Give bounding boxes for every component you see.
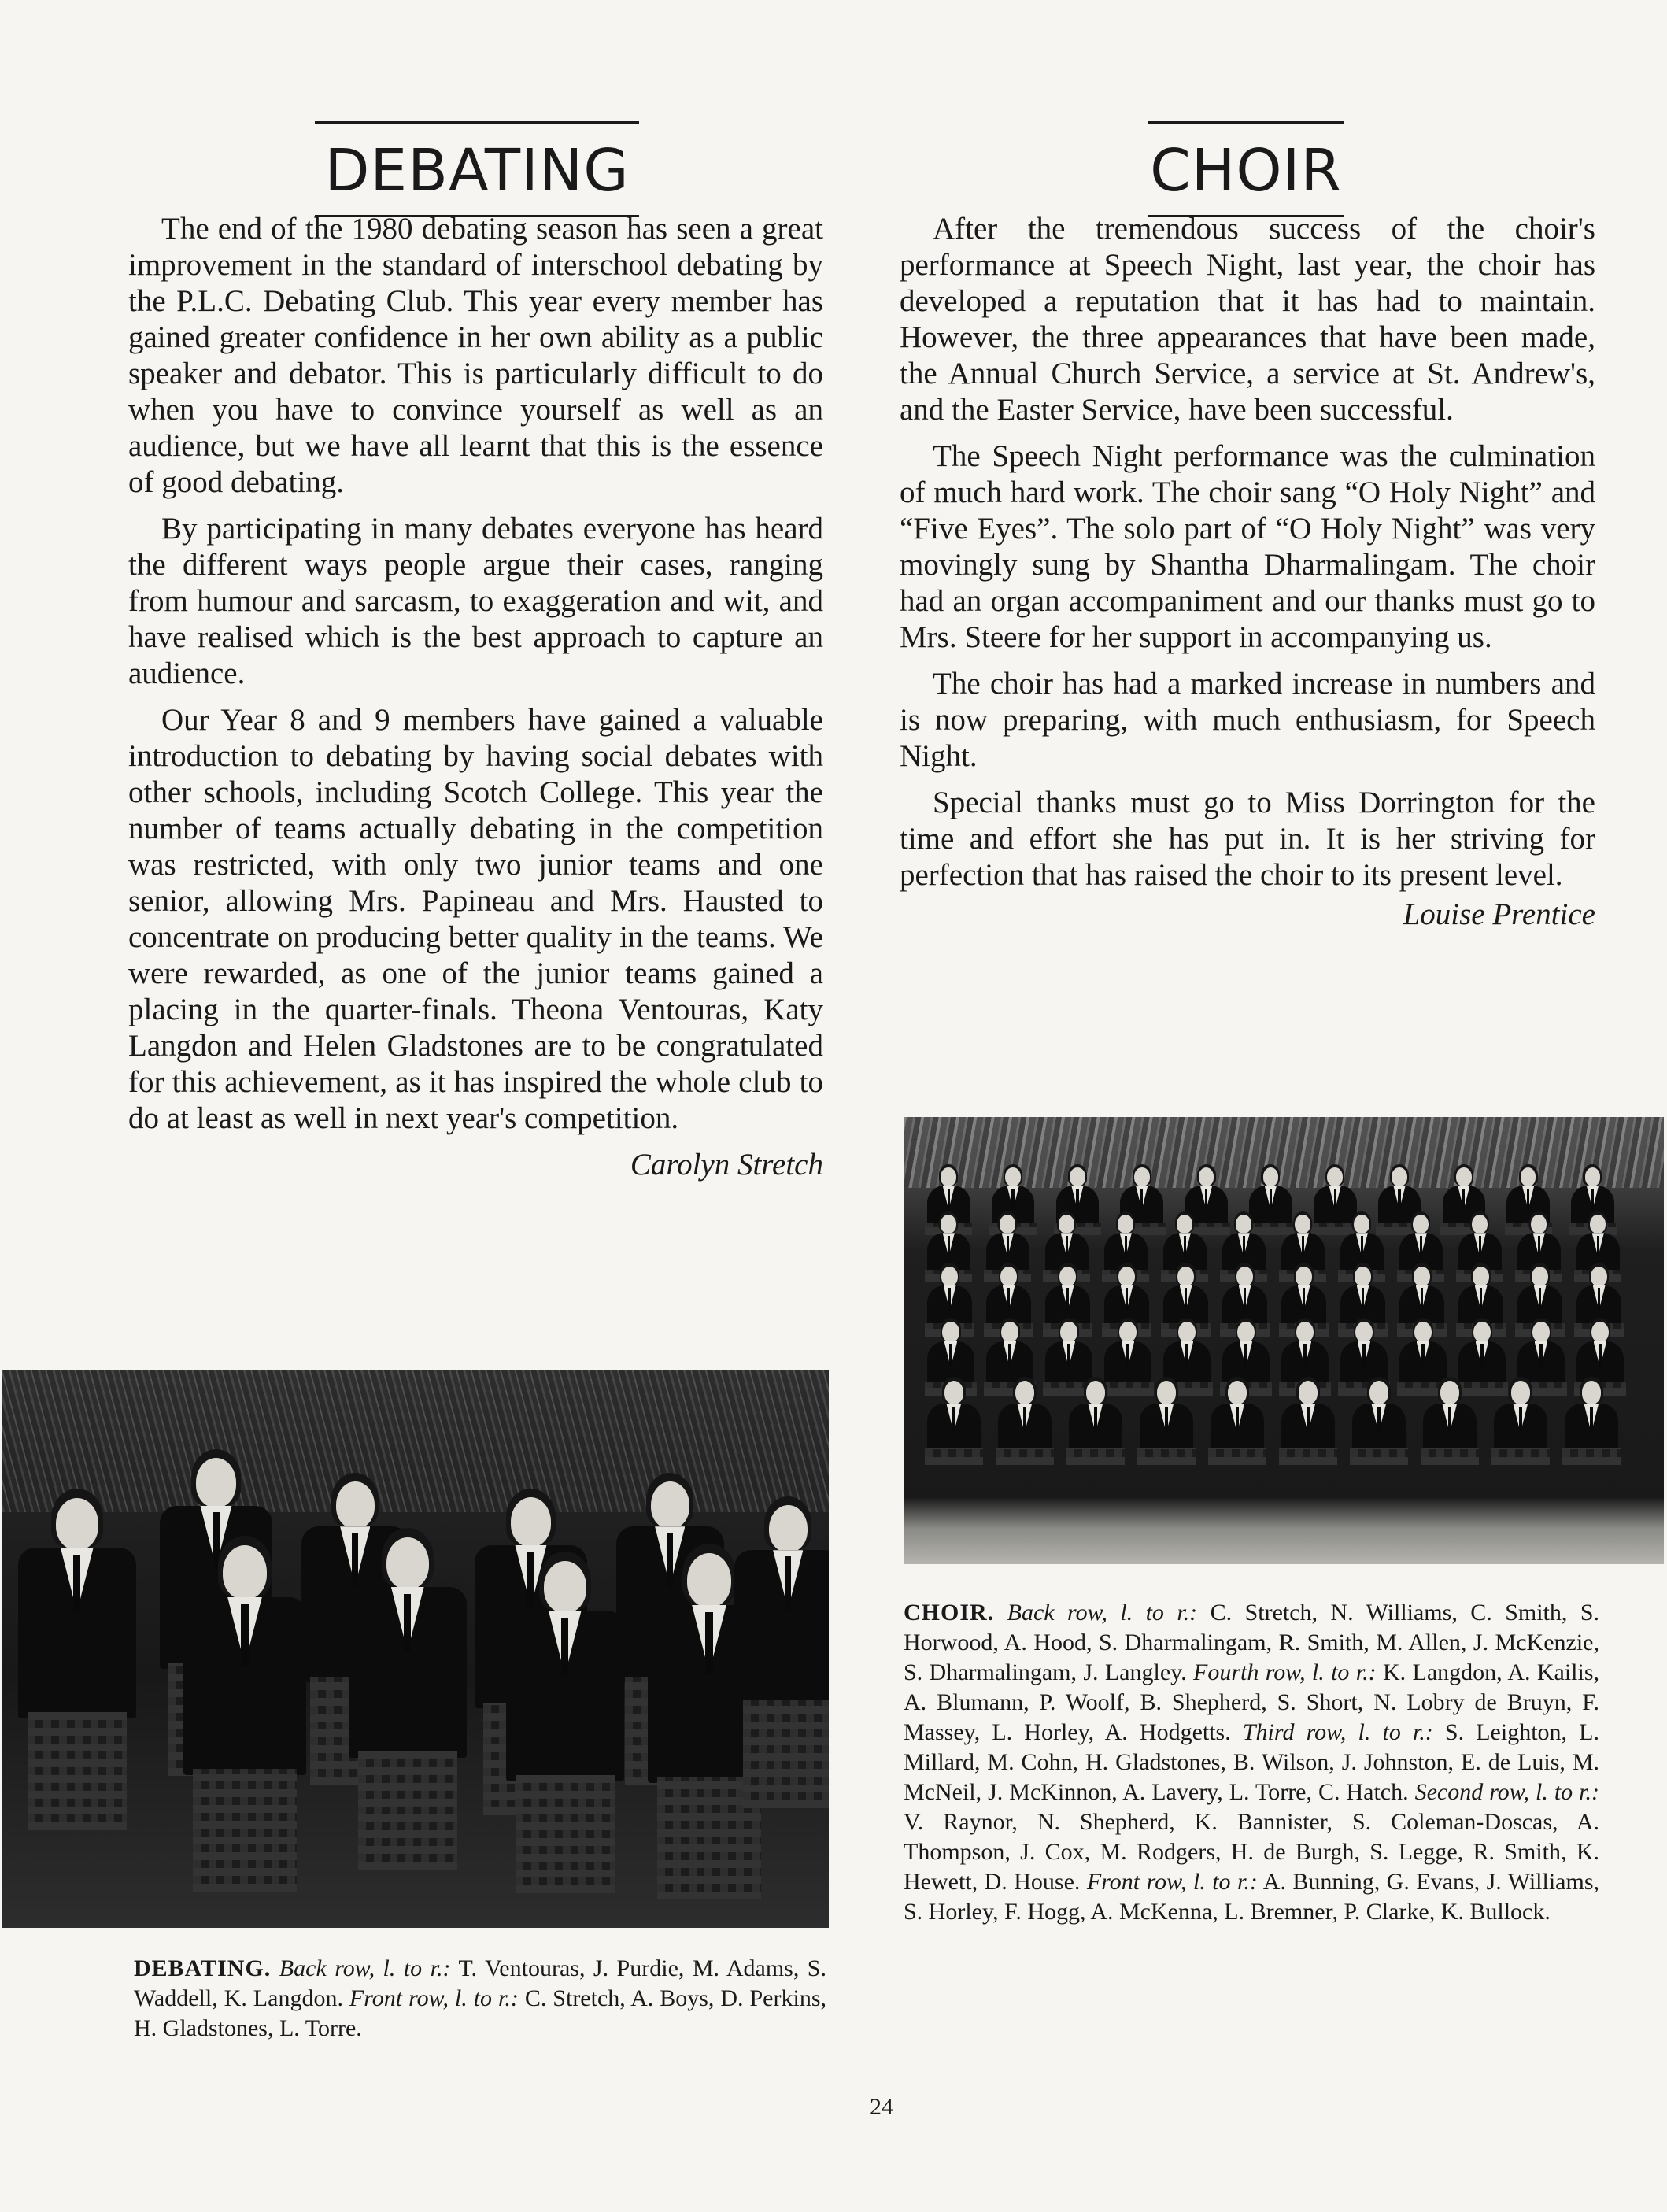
debating-paragraph-1: The end of the 1980 debating season has seen a great improvement in the standard of interschool debating by the P.L.C. Debating Club. This year every member has gained greater confidence in her own ability as a public speaker and debator. This is particularly difficult to do when you have to convince yourself as well as an audience, but we have all learnt that this is the essence of good debating.	[128, 212, 823, 499]
caption-row-names: C. Stretch, A. Boys, D. Perkins, H. Gladstones, L. Torre.	[134, 1985, 826, 2041]
caption-row-names: T. Ventouras, J. Purdie, M. Adams, S. Waddell, K. Langdon.	[134, 1955, 826, 2011]
caption-row-heading: Fourth row, l. to r.:	[1193, 1659, 1377, 1685]
caption-row-heading: Third row, l. to r.:	[1242, 1719, 1433, 1745]
caption-row-names: A. Bunning, G. Evans, J. Williams, S. Horley, F. Hogg, A. McKenna, L. Bremner, P. Clarke, K. Bullock.	[904, 1869, 1600, 1925]
debating-photo-caption	[134, 1954, 826, 2044]
caption-row-names: K. Langdon, A. Kailis, A. Blumann, P. Woolf, B. Shepherd, S. Short, N. Lobry de Bruyn, F. Massey, L. Horley, A. Hodgetts.	[904, 1659, 1599, 1745]
debating-heading: DEBATING	[315, 121, 639, 217]
debating-author: Carolyn Stretch	[630, 1148, 823, 1182]
debating-group-photo	[2, 1370, 829, 1928]
caption-label: CHOIR.	[904, 1600, 995, 1626]
caption-row-names: V. Raynor, N. Shepherd, K. Bannister, S. Coleman-Doscas, A. Thompson, J. Cox, M. Rodgers, H. de Burgh, S. Legge, R. Smith, K. Hewett, D. House.	[904, 1809, 1599, 1895]
choir-group-photo	[904, 1117, 1664, 1564]
caption-row-heading: Back row, l. to r.:	[279, 1955, 451, 1981]
photo-background-foliage	[2, 1370, 829, 1512]
choir-paragraph-4: Special thanks must go to Miss Dorrington for the time and effort she has put in. It is her striving for perfection that has raised the choir to its present level.	[900, 786, 1595, 892]
caption-row-heading: Back row, l. to r.:	[1007, 1600, 1198, 1626]
debating-article	[128, 211, 823, 1183]
choir-article	[900, 211, 1595, 933]
choir-author: Louise Prentice	[1403, 897, 1595, 931]
caption-row-names: S. Leighton, L. Millard, M. Cohn, H. Gladstones, B. Wilson, J. Johnston, E. de Luis, M. McNeil, J. McKinnon, A. Lavery, L. Torre, C. Hatch.	[904, 1719, 1599, 1805]
choir-photo-caption	[904, 1598, 1599, 1927]
choir-heading: CHOIR	[1148, 121, 1344, 217]
page-number: 24	[870, 2094, 893, 2120]
debating-paragraph-3: Our Year 8 and 9 members have gained a valuable introduction to debating by having social debates with other schools, including Scotch College. This year the number of teams actually debating in the competition was restricted, with only two junior teams and one senior, allowing Mrs. Papineau and Mrs. Hausted to concentrate on producing better quality in the teams. We were rewarded, as one of the junior teams gained a placing in the quarter-finals. Theona Ventouras, Katy Langdon and Helen Gladstones are to be congratulated for this achievement, as it has inspired the whole club to do at least as well in next year's competition.	[128, 703, 823, 1135]
caption-row-heading: Second row, l. to r.:	[1414, 1779, 1599, 1805]
choir-paragraph-2: The Speech Night performance was the culmination of much hard work. The choir sang “O Holy Night” and “Five Eyes”. The solo part of “O Holy Night” was very movingly sung by Shantha Dharmalingam. The choir had an organ accompaniment and our thanks must go to Mrs. Steere for her support in accompanying us.	[900, 439, 1595, 654]
choir-paragraph-3: The choir has had a marked increase in numbers and is now preparing, with much enthusiasm, for Speech Night.	[900, 667, 1595, 773]
choir-paragraph-1: After the tremendous success of the choir's performance at Speech Night, last year, the choir has developed a reputation that it has had to maintain. However, the three appearances that have been made, the Annual Church Service, a service at St. Andrew's, and the Easter Service, have been successful.	[900, 212, 1595, 427]
caption-row-heading: Front row, l. to r.:	[349, 1985, 519, 2011]
caption-row-heading: Front row, l. to r.:	[1086, 1869, 1258, 1895]
caption-row-names: C. Stretch, N. Williams, C. Smith, S. Horwood, A. Hood, S. Dharmalingam, R. Smith, M. Allen, J. McKenzie, S. Dharmalingam, J. Langley.	[904, 1600, 1600, 1685]
debating-paragraph-2: By participating in many debates everyone has heard the different ways people argue their cases, ranging from humour and sarcasm, to exaggeration and wit, and have realised which is the best approach to capture an audience.	[128, 512, 823, 690]
caption-label: DEBATING.	[134, 1955, 272, 1981]
